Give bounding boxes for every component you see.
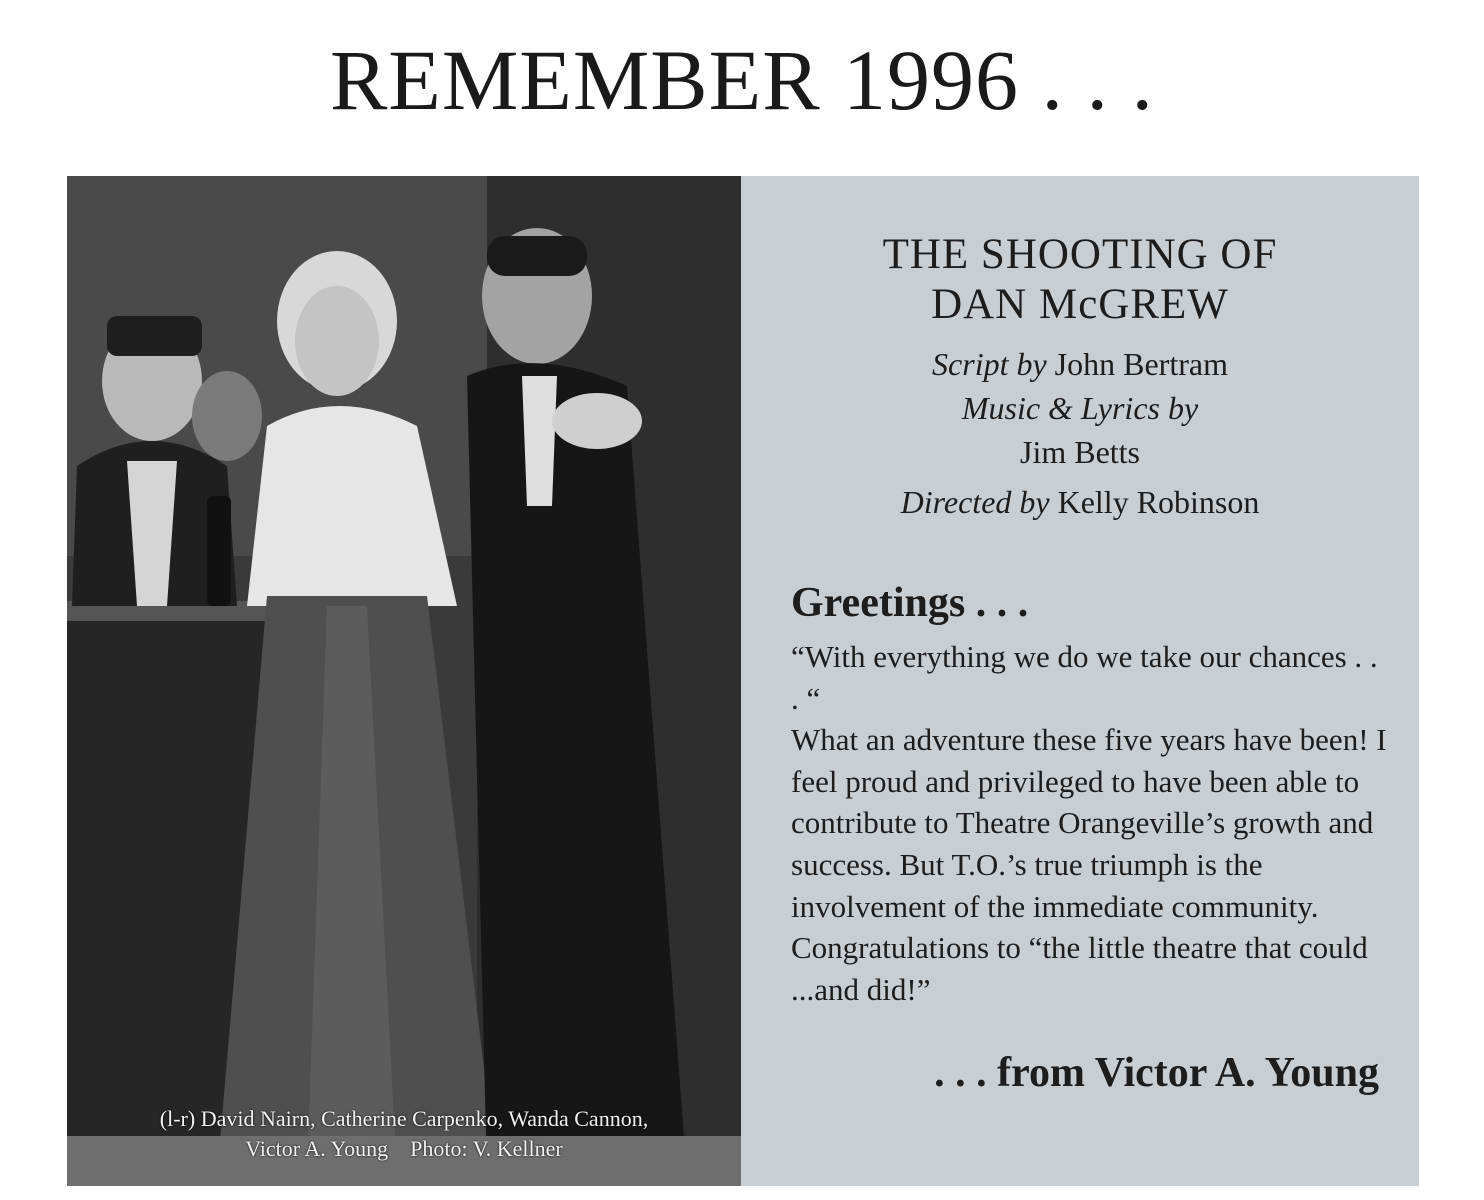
stage-photo-illustration (67, 176, 741, 1186)
music-credit-label (741, 390, 1419, 426)
director-label: Directed by (900, 484, 1050, 520)
music-name: Jim Betts (1019, 434, 1140, 470)
director-credit (741, 484, 1419, 520)
photo-caption (67, 1104, 741, 1164)
play-title-line-1: THE SHOOTING OF (882, 231, 1278, 278)
message-paragraph: Congratulations to “the little theatre that could ...and did!” (791, 930, 1368, 1007)
script-name: John Bertram (1054, 346, 1228, 382)
production-photo (67, 176, 741, 1186)
director-name: Kelly Robinson (1057, 484, 1260, 520)
caption-line-1: (l-r) David Nairn, Catherine Carpenko, Wanda Cannon, (159, 1106, 649, 1131)
message-body (791, 636, 1391, 1010)
message-paragraph: What an adventure these five years have been! I feel proud and privileged to have been able to contribute to Theatre Orangeville’s growth and success. But T.O.’s true triumph is the involvement of the immediate community. (791, 722, 1387, 924)
music-credit-name (741, 434, 1419, 470)
signature: . . . from Victor A. Young (934, 1050, 1379, 1096)
play-title (741, 230, 1419, 330)
script-credit (741, 346, 1419, 382)
greeting-heading: Greetings . . . (791, 580, 1029, 626)
play-title-line-2: DAN McGREW (931, 281, 1229, 328)
music-label: Music & Lyrics by (961, 390, 1199, 426)
text-column (741, 176, 1419, 1186)
page-headline: REMEMBER 1996 . . . (329, 32, 1155, 128)
caption-line-2: Victor A. Young Photo: V. Kellner (245, 1136, 563, 1161)
message-paragraph: “With everything we do we take our chances . . . “ (791, 639, 1378, 716)
content-panel (67, 176, 1419, 1186)
script-label: Script by (932, 346, 1047, 382)
